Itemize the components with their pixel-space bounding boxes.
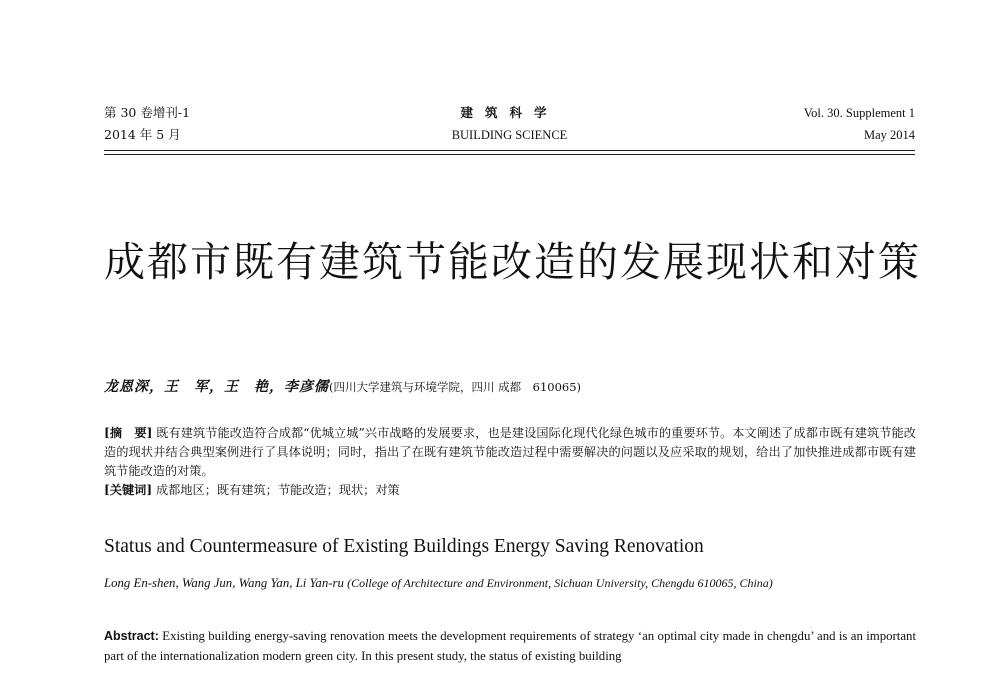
author-names-en: Long En-shen, Wang Jun, Wang Yan, Li Yan-ru [104, 576, 344, 590]
authors-en [104, 574, 916, 593]
header-line-2 [104, 126, 915, 144]
keywords-cn-text: 成都地区；既有建筑；节能改造；现状；对策 [155, 483, 400, 497]
header-journal-cn: 建筑科学 [460, 105, 559, 120]
header-line-1 [104, 104, 915, 122]
abstract-cn-text: 既有建筑节能改造符合成都“优城立城”兴市战略的发展要求，也是建设国际化现代化绿色城市的重要环节。本文阐述了成都市既有建筑节能改造的现状并结合典型案例进行了具体说明；同时，指出了在既有建筑节能改造过程中需要解决的问题以及应采取的规划，给出了加快推进成都市既有建筑节能改造的对策。 [104, 426, 916, 478]
abstract-cn-block [104, 424, 916, 500]
header-volume-cn: 第 30 卷增刊-1 [104, 105, 191, 120]
author-names-cn: 龙恩深，王 军，王 艳，李彦儒 [104, 379, 329, 395]
header-journal-en: BUILDING SCIENCE [451, 128, 568, 142]
abstract-en-label: Abstract: [104, 629, 159, 643]
header-date-cn: 2014 年 5 月 [104, 127, 181, 142]
header-rule-thick [104, 150, 915, 151]
author-affiliation-en: (College of Architecture and Environment, Sichuan University, Chengdu 610065, China) [347, 576, 773, 590]
keywords-cn [104, 481, 916, 500]
abstract-cn-label: [摘 要] [104, 426, 153, 440]
paper-title-cn: 成都市既有建筑节能改造的发展现状和对策 [104, 238, 921, 286]
abstract-en-text: Existing building energy-saving renovation meets the development requirements of strategy ‘an optimal city made in chengdu’ and is an important part of the internationalization modern green city. In this present study, the status of existing building [104, 629, 916, 663]
keywords-cn-label: [关键词] [104, 483, 153, 497]
running-header [104, 104, 915, 154]
abstract-en [104, 626, 916, 666]
header-date-en: May 2014 [863, 128, 915, 142]
authors-cn [104, 377, 924, 397]
abstract-cn [104, 424, 916, 481]
header-volume-en: Vol. 30. Supplement 1 [803, 106, 915, 120]
author-affiliation-cn: (四川大学建筑与环境学院，四川 成都 610065) [329, 380, 582, 394]
header-rule-thin [104, 154, 915, 155]
paper-title-en: Status and Countermeasure of Existing Buildings Energy Saving Renovation [104, 536, 704, 557]
